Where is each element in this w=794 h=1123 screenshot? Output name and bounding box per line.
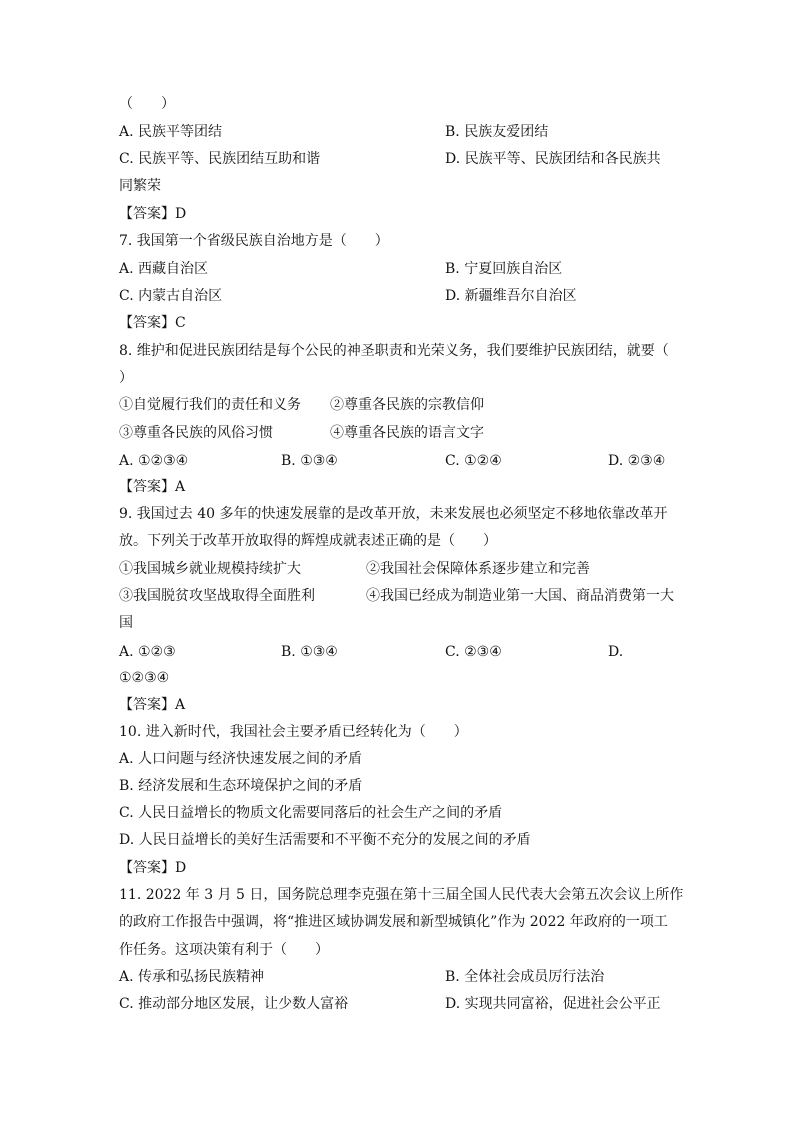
q8-answer: 【答案】A — [119, 479, 186, 495]
q9-stem-line-1: 9. 我国过去 40 多年的快速发展靠的是改革开放，未来发展也必须坚定不移地依靠改革开 — [119, 506, 668, 522]
q7-answer: 【答案】C — [119, 315, 186, 331]
q10-answer: 【答案】D — [119, 860, 187, 876]
q6-option-c: C. 民族平等、民族团结互助和谐 — [119, 151, 321, 167]
q11-stem-line-3: 作任务。这项决策有利于（ ） — [119, 942, 329, 958]
q10-stem: 10. 进入新时代，我国社会主要矛盾已经转化为（ ） — [119, 724, 468, 740]
q7-option-c: C. 内蒙古自治区 — [119, 288, 223, 304]
q6-option-b: B. 民族友爱团结 — [445, 124, 549, 140]
q9-option-d-label: D. — [608, 644, 624, 660]
q9-item-2: ②我国社会保障体系逐步建立和完善 — [366, 561, 590, 577]
q9-answer: 【答案】A — [119, 697, 186, 713]
q9-option-c: C. ②③④ — [445, 644, 502, 660]
q9-option-a: A. ①②③ — [119, 644, 176, 660]
q11-stem-line-2: 的政府工作报告中强调，将“推进区域协调发展和新型城镇化”作为 2022 年政府的一项工 — [119, 914, 668, 930]
q7-option-a: A. 西藏自治区 — [119, 261, 209, 277]
q8-item-2: ②尊重各民族的宗教信仰 — [330, 397, 484, 413]
q10-option-a: A. 人口问题与经济快速发展之间的矛盾 — [119, 751, 363, 767]
q6-option-d: D. 民族平等、民族团结和各民族共 — [445, 151, 661, 167]
q8-item-4: ④尊重各民族的语言文字 — [330, 425, 484, 441]
q8-item-1: ①自觉履行我们的责任和义务 — [119, 397, 301, 413]
q11-option-a: A. 传承和弘扬民族精神 — [119, 969, 265, 985]
q11-option-d: D. 实现共同富裕，促进社会公平正 — [445, 996, 661, 1012]
q8-option-d: D. ②③④ — [608, 453, 666, 469]
q6-option-a: A. 民族平等团结 — [119, 124, 223, 140]
q6-answer: 【答案】D — [119, 206, 187, 222]
q11-stem-line-1: 11. 2022 年 3 月 5 日，国务院总理李克强在第十三届全国人民代表大会第五次会议上所作 — [119, 887, 684, 903]
q9-item-1: ①我国城乡就业规模持续扩大 — [119, 561, 301, 577]
q6-option-d-continued: 同繁荣 — [119, 178, 161, 194]
q11-option-c: C. 推动部分地区发展，让少数人富裕 — [119, 996, 349, 1012]
q8-option-c: C. ①②④ — [445, 453, 502, 469]
q8-stem-line-1: 8. 维护和促进民族团结是每个公民的神圣职责和光荣义务，我们要维护民族团结，就要（ — [119, 343, 669, 359]
q10-option-d: D. 人民日益增长的美好生活需要和不平衡不充分的发展之间的矛盾 — [119, 832, 531, 848]
q9-option-d-value: ①②③④ — [119, 670, 170, 686]
q9-item-4: ④我国已经成为制造业第一大国、商品消费第一大 — [366, 588, 674, 604]
q8-option-a: A. ①②③④ — [119, 453, 189, 469]
q7-stem: 7. 我国第一个省级民族自治地方是（ ） — [119, 233, 389, 249]
q7-option-d: D. 新疆维吾尔自治区 — [445, 288, 577, 304]
q7-option-b: B. 宁夏回族自治区 — [445, 261, 563, 277]
q8-stem-line-2: ） — [119, 370, 133, 386]
q8-option-b: B. ①③④ — [281, 453, 338, 469]
q8-item-3: ③尊重各民族的风俗习惯 — [119, 425, 273, 441]
q10-option-c: C. 人民日益增长的物质文化需要同落后的社会生产之间的矛盾 — [119, 805, 503, 821]
q11-option-b: B. 全体社会成员厉行法治 — [445, 969, 605, 985]
q9-stem-line-2: 放。下列关于改革开放取得的辉煌成就表述正确的是（ ） — [119, 533, 497, 549]
q9-item-4-continued: 国 — [119, 615, 133, 631]
q9-option-b: B. ①③④ — [281, 644, 338, 660]
q6-stem-tail: （ ） — [119, 96, 175, 112]
q9-item-3: ③我国脱贫攻坚战取得全面胜利 — [119, 588, 315, 604]
q10-option-b: B. 经济发展和生态环境保护之间的矛盾 — [119, 778, 363, 794]
